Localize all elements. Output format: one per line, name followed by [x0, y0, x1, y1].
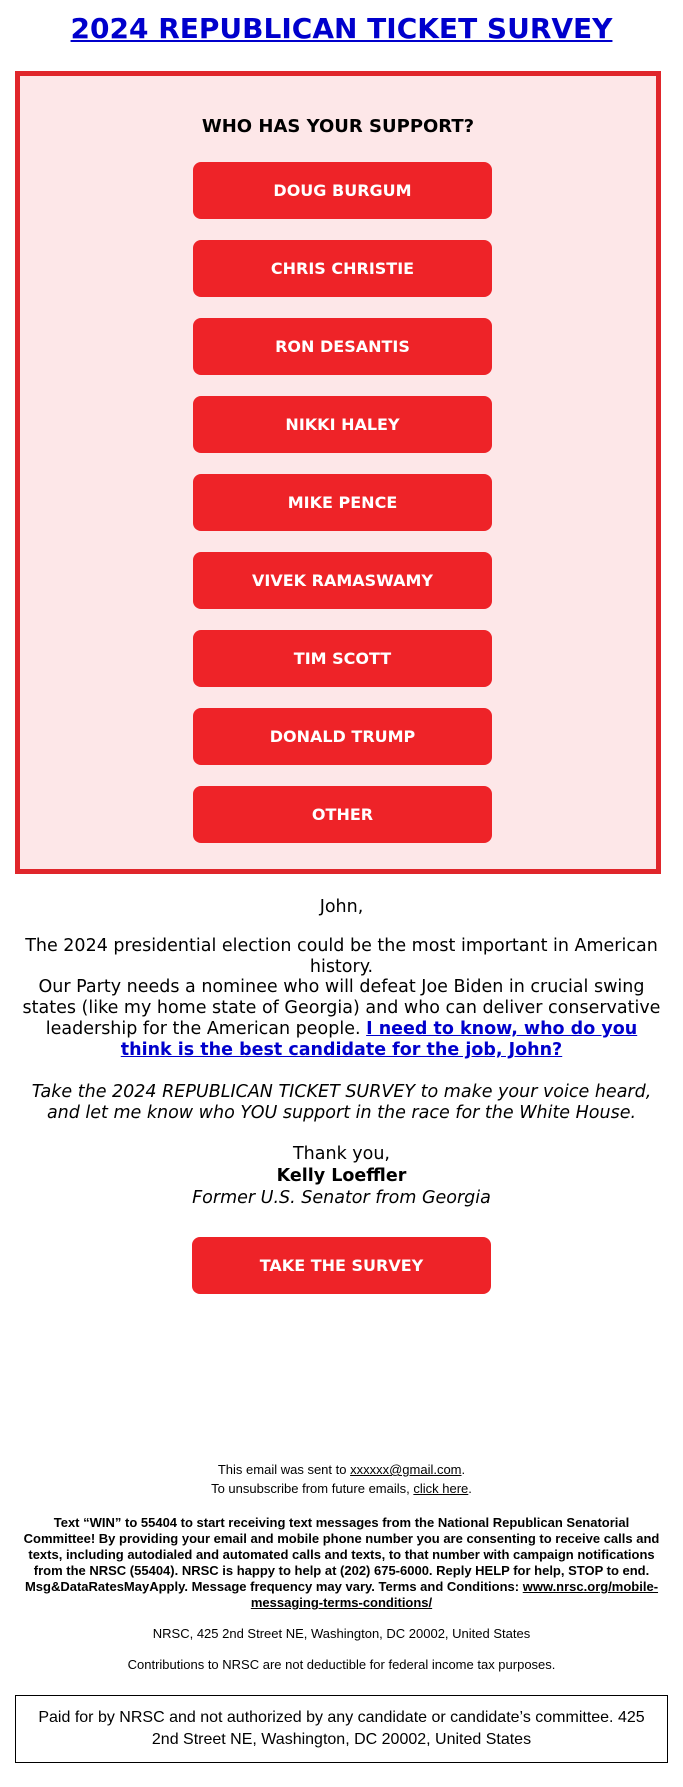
paragraph-1: The 2024 presidential election could be the most important in American history. [25, 936, 658, 977]
paragraph-2 [20, 977, 663, 1061]
option-mike-pence-button[interactable]: MIKE PENCE [193, 474, 492, 531]
option-ron-desantis-button[interactable]: RON DESANTIS [193, 318, 492, 375]
option-vivek-ramaswamy-button[interactable]: VIVEK RAMASWAMY [193, 552, 492, 609]
sms-legal-text: Text “WIN” to 55404 to start receiving text messages from the National Republican Senatorial Committee! By providing your email and mobile phone number you are consenting to receive calls and texts, including autodialed and automated calls and texts, to that number with campaign notifications from the NRSC (55404). NRSC is happy to help at (202) 675-6000. Reply HELP for help, STOP to end. Msg&DataRatesMayApply. Message frequency may vary. Terms and Conditions: [23, 1515, 660, 1594]
sms-legal-notice [20, 1515, 663, 1611]
paid-for-text: Paid for by NRSC and not authorized by any candidate or candidate’s committee. 425 2nd Street NE, Washington, DC 20002, United States [38, 1709, 645, 1748]
signer-name: Kelly Loeffler [276, 1166, 407, 1186]
contributions-notice: Contributions to NRSC are not deductible for federal income tax purposes. [127, 1657, 556, 1672]
terms-link[interactable]: www.nrsc.org/mobile-messaging-terms-conditions/ [250, 1579, 659, 1610]
take-survey-button[interactable]: TAKE THE SURVEY [192, 1237, 491, 1294]
signoff: Thank you, [292, 1144, 390, 1164]
paragraph-3: Take the 2024 REPUBLICAN TICKET SURVEY to make your voice heard, and let me know who YOU support in the race for the White House. [31, 1082, 652, 1123]
greeting: John, [319, 897, 364, 917]
sent-to-suffix: . [461, 1462, 466, 1477]
sent-to-line [20, 1462, 663, 1478]
paid-for-disclaimer [15, 1695, 668, 1763]
paragraph-2-text: Our Party needs a nominee who will defeat Joe Biden in crucial swing states (like my home state of Georgia) and who can deliver conservative leadership for the American people. [22, 977, 661, 1039]
recipient-email-link[interactable]: xxxxxx@gmail.com [350, 1462, 462, 1477]
option-doug-burgum-button[interactable]: DOUG BURGUM [193, 162, 492, 219]
unsubscribe-suffix: . [468, 1481, 472, 1496]
option-chris-christie-button[interactable]: CHRIS CHRISTIE [193, 240, 492, 297]
survey-question: WHO HAS YOUR SUPPORT? [201, 116, 475, 137]
option-tim-scott-button[interactable]: TIM SCOTT [193, 630, 492, 687]
unsubscribe-line [20, 1481, 663, 1497]
option-nikki-haley-button[interactable]: NIKKI HALEY [193, 396, 492, 453]
survey-link[interactable]: I need to know, who do you think is the best candidate for the job, John? [120, 1019, 638, 1060]
survey-box [15, 71, 661, 874]
unsubscribe-link[interactable]: click here [413, 1481, 469, 1496]
option-donald-trump-button[interactable]: DONALD TRUMP [193, 708, 492, 765]
address-line: NRSC, 425 2nd Street NE, Washington, DC 20002, United States [152, 1626, 531, 1641]
unsubscribe-prefix: To unsubscribe from future emails, [211, 1481, 414, 1496]
page-title[interactable]: 2024 REPUBLICAN TICKET SURVEY [70, 12, 613, 45]
sent-to-prefix: This email was sent to [217, 1462, 351, 1477]
option-other-button[interactable]: OTHER [193, 786, 492, 843]
signer-title: Former U.S. Senator from Georgia [192, 1188, 491, 1208]
